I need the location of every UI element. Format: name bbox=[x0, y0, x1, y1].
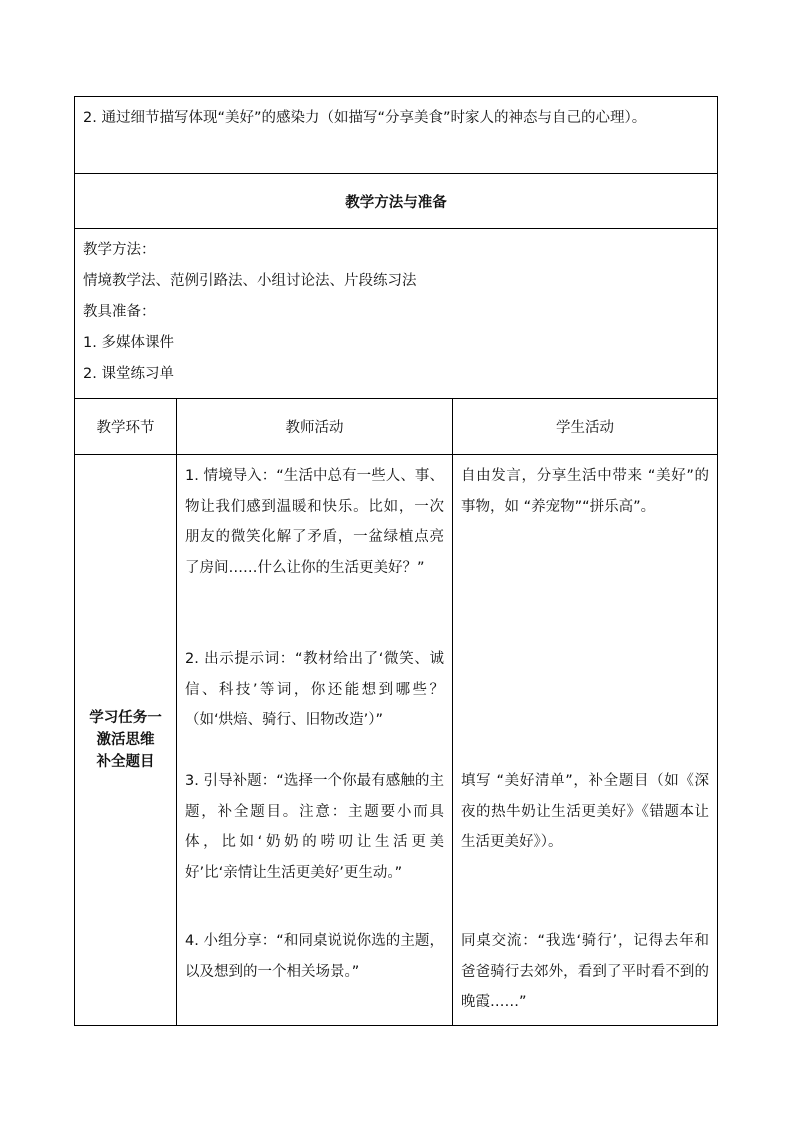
methods-row bbox=[75, 229, 718, 399]
column-header-stage: 教学环节 bbox=[75, 399, 177, 455]
methods-heading: 教学方法： bbox=[83, 242, 156, 258]
prep-item: 1. 多媒体课件 bbox=[83, 335, 174, 351]
section-header-row bbox=[75, 174, 718, 229]
section-title: 教学方法与准备 bbox=[75, 174, 718, 229]
task-label bbox=[75, 455, 177, 1026]
column-header-student: 学生活动 bbox=[453, 399, 718, 455]
column-header-row bbox=[75, 399, 718, 455]
goal-row bbox=[75, 97, 718, 174]
student-activity-1: 自由发言，分享生活中带来 “美好”的事物，如 “养宠物”“拼乐高”。 bbox=[461, 468, 710, 515]
student-activity-3: 同桌交流：“我选‘骑行’，记得去年和爸爸骑行去郊外，看到了平时看不到的晚霞……” bbox=[461, 933, 710, 1010]
task-label-line: 学习任务一 bbox=[89, 710, 162, 726]
teacher-step-1: 1. 情境导入：“生活中总有一些人、事、物让我们感到温暖和快乐。比如，一次朋友的微笑化解了矛盾，一盆绿植点亮了房间……什么让你的生活更美好？” bbox=[185, 468, 444, 576]
teacher-step-2: 2. 出示提示词：“教材给出了‘微笑、诚信、科技’等词，你还能想到哪些？（如‘烘焙、骑行、旧物改造’）” bbox=[185, 651, 444, 728]
teacher-step-4: 4. 小组分享：“和同桌说说你选的主题，以及想到的一个相关场景。” bbox=[185, 933, 444, 980]
prep-heading: 教具准备： bbox=[83, 304, 156, 320]
task-row bbox=[75, 455, 718, 1026]
column-header-teacher: 教师活动 bbox=[177, 399, 453, 455]
student-activity-cell bbox=[453, 455, 718, 1026]
goal-item-2: 2. 通过细节描写体现“美好”的感染力（如描写“分享美食”时家人的神态与自己的心理）。 bbox=[83, 110, 647, 126]
goal-cell bbox=[75, 97, 718, 174]
lesson-plan-table bbox=[74, 96, 718, 1026]
methods-list: 情境教学法、范例引路法、小组讨论法、片段练习法 bbox=[83, 273, 417, 289]
methods-cell bbox=[75, 229, 718, 399]
task-label-line: 激活思维 bbox=[96, 732, 155, 748]
teacher-step-3: 3. 引导补题：“选择一个你最有感触的主题，补全题目。注意：主题要小而具体，比如‘奶奶的唠叨让生活更美好’比‘亲情让生活更美好’更生动。” bbox=[185, 773, 444, 881]
task-label-line: 补全题目 bbox=[96, 754, 155, 770]
student-activity-2: 填写 “美好清单”，补全题目（如《深夜的热牛奶让生活更美好》《错题本让生活更美好》）。 bbox=[461, 773, 710, 850]
teacher-activity-cell bbox=[177, 455, 453, 1026]
prep-item: 2. 课堂练习单 bbox=[83, 366, 174, 382]
